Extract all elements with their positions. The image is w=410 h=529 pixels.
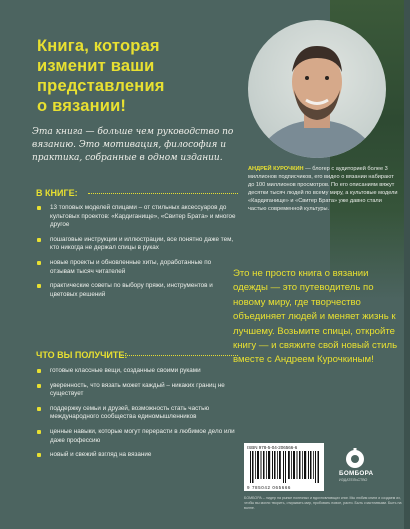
publisher-subtitle: ИЗДАТЕЛЬСТВО (339, 478, 368, 482)
bullet-icon (37, 369, 41, 373)
isbn: ISBN 978-5-04-206566-6 (247, 445, 298, 450)
bullet-icon (37, 453, 41, 457)
list-item: ценные навыки, которые могут перерасти в любимое дело или даже профессию (37, 428, 237, 445)
in-book-list (37, 204, 237, 305)
tagline: Эта книга — больше чем руководство по вязанию. Это мотивация, философия и практика, собранные в одном издании. (32, 127, 234, 163)
barcode-bars (248, 451, 320, 483)
author-name: АНДРЕЙ КУРОЧКИН (248, 166, 304, 172)
list-item: пошаговые инструкции и иллюстрации, все понятно даже тем, кто никогда не держал спицы в руках (37, 236, 237, 253)
author-photo (248, 20, 386, 158)
bullet-icon (37, 384, 41, 388)
headline-line: изменит ваши (37, 57, 155, 75)
headline (37, 36, 242, 116)
author-portrait-illustration (248, 20, 386, 158)
bullet-icon (37, 284, 41, 288)
barcode-number: 9 785042 065666 (247, 485, 292, 490)
bullet-icon (37, 407, 41, 411)
in-book-title: В КНИГЕ: (36, 188, 78, 198)
callout-text: Это не просто книга о вязании одежды — это путеводитель по новому миру, где творчество объединяет людей и меняет жизнь к лучшему. Возьмите спицы, откройте книгу — и свяжите свой новый стиль вместе с Андреем Курочкиным! (233, 268, 398, 366)
headline-line: представления (37, 77, 165, 95)
list-item: уверенность, что вязать может каждый – никаких границ не существует (37, 382, 237, 399)
bullet-icon (37, 430, 41, 434)
list-item: поддержку семьи и друзей, возможность стать частью международного сообщества единомышленников (37, 405, 237, 422)
list-item: практические советы по выбору пряжи, инструментов и цветовых решений (37, 282, 237, 299)
author-bio (248, 165, 398, 213)
bullet-icon (37, 261, 41, 265)
list-item: новые проекты и обновленные хиты, доработанные по отзывам тысяч читателей (37, 259, 237, 276)
you-get-list (37, 367, 237, 466)
bullet-icon (37, 238, 41, 242)
list-item: новый и свежий взгляд на вязание (37, 451, 237, 460)
publisher-note: БОМБОРА – лидер на рынке полезных и вдохновляющих книг. Мы любим книги и создаем их, чтобы вы могли творить, открывать мир, пробовать новое, расти. Быть счастливыми. Быть на волне. (244, 496, 402, 510)
list-item: 13 топовых моделей спицами – от стильных аксессуаров до культовых проектов: «Кардиганище», «Свитер Брата» и многое другое (37, 204, 237, 230)
barcode (244, 443, 324, 491)
author-description: — блогер с аудиторией более 3 миллионов подписчиков, его видео о вязании набирают до 100 миллионов просмотров. По его описаниям вяжут десятки тысяч людей по всему миру, а культовые модели «Кардиганище» и «Свитер Брата» уже давно стали частью современной культуры. (248, 166, 398, 212)
you-get-title: ЧТО ВЫ ПОЛУЧИТЕ: (36, 350, 128, 360)
bullet-icon (37, 206, 41, 210)
dotted-divider (121, 355, 238, 356)
dotted-divider (88, 193, 238, 194)
cover-edge (404, 0, 410, 529)
headline-line: о вязании! (37, 97, 127, 115)
publisher-name: БОМБОРА (339, 470, 374, 477)
list-item: готовые классные вещи, созданные своими руками (37, 367, 237, 376)
headline-line: Книга, которая (37, 37, 160, 55)
